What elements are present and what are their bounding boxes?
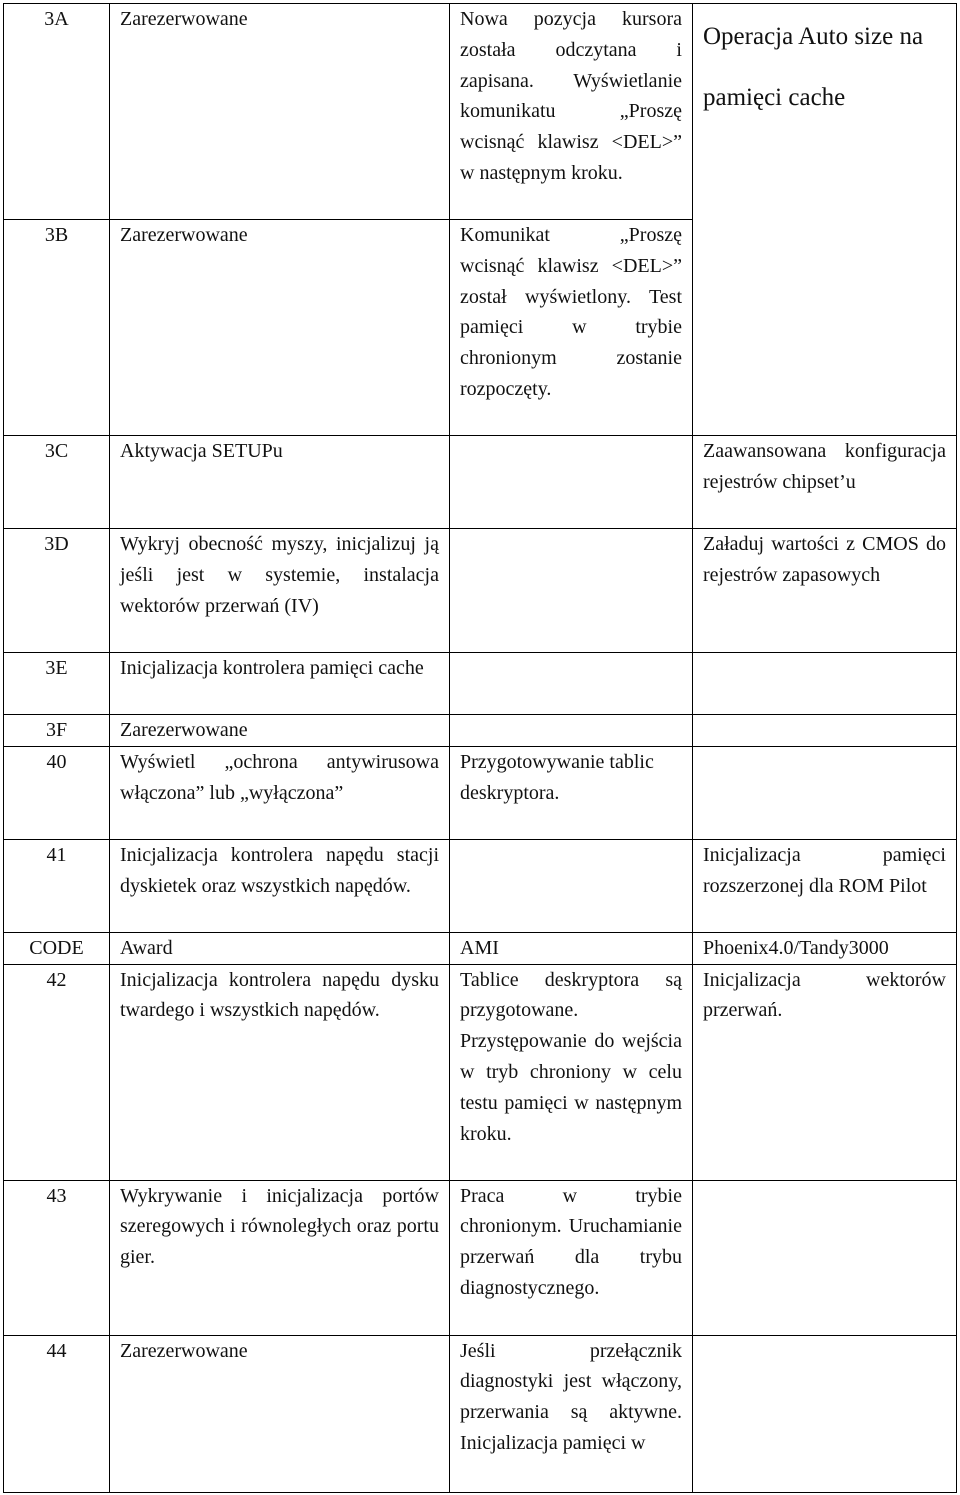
code-cell: 3E — [4, 653, 110, 715]
award-cell: Zarezerwowane — [110, 1335, 450, 1492]
code-cell: 40 — [4, 746, 110, 839]
table-row — [4, 653, 957, 715]
ami-cell: Tablice deskryptora są przygotowane. Przystępowanie do wejścia w tryb chroniony w celu testu pamięci w następnym kroku. — [450, 964, 693, 1180]
table-row — [4, 1180, 957, 1335]
code-cell: 41 — [4, 839, 110, 932]
phoenix-cell — [693, 746, 957, 839]
code-cell: 3D — [4, 529, 110, 653]
ami-cell: Komunikat „Proszę wcisnąć klawisz <DEL>” został wyświetlony. Test pamięci w trybie chronionym zostanie rozpoczęty. — [450, 220, 693, 436]
table-row — [4, 964, 957, 1180]
award-cell: Aktywacja SETUPu — [110, 436, 450, 529]
code-cell: 3C — [4, 436, 110, 529]
award-cell: Inicjalizacja kontrolera pamięci cache — [110, 653, 450, 715]
code-cell: 3F — [4, 715, 110, 747]
award-cell: Zarezerwowane — [110, 4, 450, 220]
table-row — [4, 839, 957, 932]
award-cell: Wykryj obecność myszy, inicjalizuj ją jeśli jest w systemie, instalacja wektorów przerwań (IV) — [110, 529, 450, 653]
code-cell: 42 — [4, 964, 110, 1180]
header-ami: AMI — [450, 932, 693, 964]
phoenix-cell: Inicjalizacja pamięci rozszerzonej dla ROM Pilot — [693, 839, 957, 932]
table-row — [4, 436, 957, 529]
ami-cell — [450, 653, 693, 715]
phoenix-cell: Operacja Auto size na pamięci cache — [693, 4, 957, 436]
ami-cell: Praca w trybie chronionym. Uruchamianie przerwań dla trybu diagnostycznego. — [450, 1180, 693, 1335]
award-cell: Zarezerwowane — [110, 220, 450, 436]
award-cell: Zarezerwowane — [110, 715, 450, 747]
ami-cell — [450, 436, 693, 529]
ami-cell — [450, 839, 693, 932]
table-row — [4, 1335, 957, 1492]
phoenix-cell — [693, 715, 957, 747]
award-cell: Inicjalizacja kontrolera napędu stacji dyskietek oraz wszystkich napędów. — [110, 839, 450, 932]
table-header-row — [4, 932, 957, 964]
phoenix-cell: Zaawansowana konfiguracja rejestrów chipset’u — [693, 436, 957, 529]
header-code: CODE — [4, 932, 110, 964]
header-phoenix: Phoenix4.0/Tandy3000 — [693, 932, 957, 964]
document-page — [3, 3, 956, 1493]
code-cell: 44 — [4, 1335, 110, 1492]
ami-cell — [450, 715, 693, 747]
post-codes-table — [3, 3, 957, 1493]
phoenix-cell — [693, 1335, 957, 1492]
ami-cell: Przygotowywanie tablic deskryptora. — [450, 746, 693, 839]
code-cell: 3A — [4, 4, 110, 220]
phoenix-cell — [693, 1180, 957, 1335]
code-cell: 43 — [4, 1180, 110, 1335]
code-cell: 3B — [4, 220, 110, 436]
ami-cell: Jeśli przełącznik diagnostyki jest włączony, przerwania są aktywne. Inicjalizacja pamięci w — [450, 1335, 693, 1492]
table-row — [4, 746, 957, 839]
phoenix-cell — [693, 653, 957, 715]
ami-cell — [450, 529, 693, 653]
award-cell: Wykrywanie i inicjalizacja portów szeregowych i równoległych oraz portu gier. — [110, 1180, 450, 1335]
ami-cell: Nowa pozycja kursora została odczytana i zapisana. Wyświetlanie komunikatu „Proszę wcisnąć klawisz <DEL>” w następnym kroku. — [450, 4, 693, 220]
table-row — [4, 715, 957, 747]
header-award: Award — [110, 932, 450, 964]
table-row — [4, 529, 957, 653]
award-cell: Inicjalizacja kontrolera napędu dysku twardego i wszystkich napędów. — [110, 964, 450, 1180]
phoenix-cell: Załaduj wartości z CMOS do rejestrów zapasowych — [693, 529, 957, 653]
table-row — [4, 4, 957, 220]
phoenix-cell: Inicjalizacja wektorów przerwań. — [693, 964, 957, 1180]
award-cell: Wyświetl „ochrona antywirusowa włączona” lub „wyłączona” — [110, 746, 450, 839]
